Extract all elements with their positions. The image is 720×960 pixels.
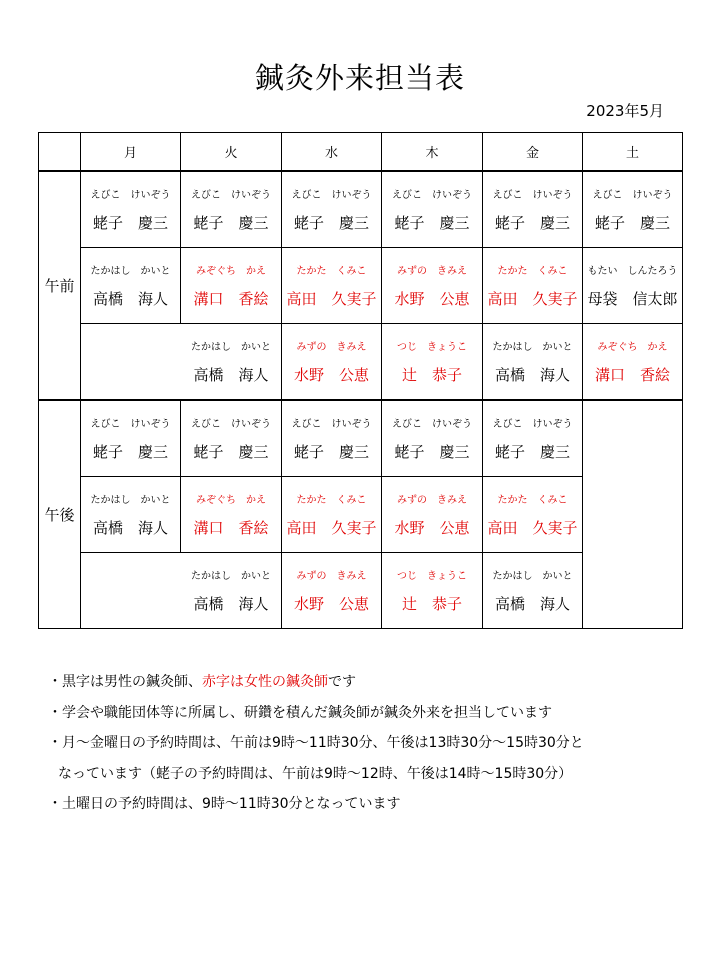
corner-cell	[39, 133, 81, 172]
schedule-month: 2023年5月	[586, 102, 664, 120]
staff-entry	[382, 188, 482, 232]
staff-name: 高橋 海人	[92, 289, 168, 308]
day-header: 火	[181, 133, 282, 172]
staff-cell	[583, 171, 683, 248]
staff-name: 蛯子 慶三	[92, 213, 168, 232]
staff-name: 母袋 信太郎	[587, 289, 678, 308]
staff-cell	[282, 171, 382, 248]
staff-name: 高田 久実子	[286, 289, 377, 308]
note-gender-legend	[48, 672, 584, 703]
saturday-closed-cell	[583, 400, 683, 629]
note-red-text: 赤字は女性の鍼灸師	[202, 674, 328, 690]
day-header: 土	[583, 133, 683, 172]
staff-cell	[181, 400, 282, 477]
staff-furigana: たかはし かいと	[492, 570, 573, 582]
staff-cell	[483, 324, 583, 401]
staff-entry	[282, 340, 381, 384]
staff-entry	[81, 493, 180, 537]
staff-cell	[382, 324, 483, 401]
staff-entry	[382, 493, 482, 537]
staff-entry	[181, 493, 281, 537]
staff-cell	[382, 248, 483, 324]
schedule-table	[38, 132, 683, 629]
staff-cell	[282, 248, 382, 324]
note-saturday-hours: ・土曜日の予約時間は、9時～11時30分となっています	[48, 796, 401, 812]
staff-cell	[181, 477, 282, 553]
staff-furigana: たかはし かいと	[191, 570, 271, 582]
staff-entry	[282, 264, 381, 308]
staff-cell	[181, 248, 282, 324]
staff-name: 蛯子 慶三	[494, 442, 570, 461]
staff-cell	[483, 553, 583, 629]
staff-entry	[81, 264, 180, 308]
staff-furigana: えびこ けいぞう	[191, 418, 271, 430]
staff-entry	[81, 188, 180, 232]
staff-name: 高田 久実子	[487, 289, 578, 308]
staff-entry	[81, 417, 180, 461]
staff-name: 蛯子 慶三	[494, 213, 570, 232]
staff-furigana: えびこ けいぞう	[392, 418, 472, 430]
staff-entry	[382, 417, 482, 461]
page-title: 鍼灸外来担当表	[254, 61, 465, 95]
staff-furigana: たかた くみこ	[296, 265, 367, 277]
staff-furigana: たかはし かいと	[90, 265, 171, 277]
staff-entry	[583, 340, 682, 384]
note-weekday-hours: ・月～金曜日の予約時間は、午前は9時～11時30分、午後は13時30分～15時30分と	[48, 735, 584, 751]
staff-name: 高橋 海人	[92, 518, 168, 537]
staff-cell	[583, 248, 683, 324]
staff-name: 溝口 香絵	[193, 518, 269, 537]
staff-cell	[81, 477, 181, 553]
day-header: 金	[483, 133, 583, 172]
staff-name: 辻 恭子	[401, 365, 462, 384]
note-text: です	[328, 674, 356, 690]
staff-cell	[181, 324, 282, 401]
staff-furigana: えびこ けいぞう	[291, 418, 372, 430]
staff-entry	[282, 569, 381, 613]
period-label: 午前	[39, 171, 81, 400]
staff-name: 水野 公恵	[293, 594, 369, 613]
staff-furigana: みずの きみえ	[296, 570, 367, 582]
note-qualification: ・学会や職能団体等に所属し、研鑽を積んだ鍼灸師が鍼灸外来を担当しています	[48, 704, 552, 721]
staff-cell	[382, 171, 483, 248]
slot-row	[39, 248, 683, 324]
staff-entry	[382, 340, 482, 384]
staff-name: 水野 公恵	[394, 289, 470, 308]
staff-furigana: つじ きょうこ	[397, 570, 467, 582]
staff-name: 蛯子 慶三	[293, 442, 369, 461]
staff-name: 溝口 香絵	[193, 289, 269, 308]
staff-name: 蛯子 慶三	[293, 213, 369, 232]
staff-furigana: つじ きょうこ	[397, 341, 467, 353]
slot-row	[39, 400, 683, 477]
staff-furigana: たかはし かいと	[191, 341, 271, 353]
staff-furigana: たかた くみこ	[497, 265, 568, 277]
staff-cell	[382, 400, 483, 477]
note-text: ・黒字は男性の鍼灸師、	[48, 674, 202, 690]
staff-name: 水野 公恵	[394, 518, 470, 537]
staff-cell	[382, 477, 483, 553]
staff-furigana: みぞぐち かえ	[196, 265, 266, 277]
staff-furigana: えびこ けいぞう	[90, 189, 171, 201]
staff-name: 高橋 海人	[193, 594, 269, 613]
staff-furigana: みずの きみえ	[397, 265, 467, 277]
staff-furigana: えびこ けいぞう	[90, 418, 171, 430]
staff-entry	[282, 417, 381, 461]
staff-cell	[282, 477, 382, 553]
staff-entry	[483, 340, 582, 384]
staff-name: 水野 公恵	[293, 365, 369, 384]
staff-furigana: もたい しんたろう	[587, 265, 678, 277]
staff-furigana: みずの きみえ	[296, 341, 367, 353]
staff-name: 高橋 海人	[193, 365, 269, 384]
staff-entry	[483, 264, 582, 308]
staff-name: 高橋 海人	[494, 365, 570, 384]
staff-name: 蛯子 慶三	[394, 442, 470, 461]
staff-entry	[282, 493, 381, 537]
staff-entry	[382, 569, 482, 613]
staff-entry	[181, 569, 281, 613]
day-header: 木	[382, 133, 483, 172]
staff-furigana: みぞぐち かえ	[196, 494, 266, 506]
staff-cell	[81, 171, 181, 248]
slot-row	[39, 324, 683, 401]
note-weekday-hours-cont: なっています（蛯子の予約時間は、午前は9時～12時、午後は14時～15時30分）	[58, 765, 573, 782]
staff-cell	[181, 553, 282, 629]
staff-cell	[483, 248, 583, 324]
staff-entry	[483, 493, 582, 537]
staff-furigana: たかはし かいと	[492, 341, 573, 353]
period-label: 午後	[39, 400, 81, 629]
staff-furigana: えびこ けいぞう	[492, 418, 573, 430]
staff-cell	[483, 400, 583, 477]
staff-entry	[483, 417, 582, 461]
staff-entry	[583, 188, 682, 232]
staff-name: 蛯子 慶三	[594, 213, 670, 232]
staff-furigana: みぞぐち かえ	[597, 341, 668, 353]
staff-furigana: えびこ けいぞう	[291, 189, 372, 201]
staff-cell	[282, 553, 382, 629]
staff-entry	[181, 417, 281, 461]
staff-cell	[382, 553, 483, 629]
staff-name: 高田 久実子	[286, 518, 377, 537]
staff-furigana: たかた くみこ	[296, 494, 367, 506]
staff-entry	[181, 340, 281, 384]
staff-furigana: みずの きみえ	[397, 494, 467, 506]
header-row	[39, 133, 683, 172]
staff-furigana: えびこ けいぞう	[492, 189, 573, 201]
staff-entry	[282, 188, 381, 232]
staff-cell	[583, 324, 683, 401]
staff-name: 辻 恭子	[401, 594, 462, 613]
empty-cell	[81, 553, 181, 629]
staff-name: 溝口 香絵	[594, 365, 670, 384]
staff-name: 高田 久実子	[487, 518, 578, 537]
staff-name: 蛯子 慶三	[193, 442, 269, 461]
staff-cell	[81, 248, 181, 324]
staff-entry	[583, 264, 682, 308]
staff-cell	[81, 400, 181, 477]
day-header: 水	[282, 133, 382, 172]
staff-cell	[483, 477, 583, 553]
empty-cell	[81, 324, 181, 401]
staff-entry	[483, 188, 582, 232]
staff-name: 蛯子 慶三	[193, 213, 269, 232]
staff-entry	[181, 188, 281, 232]
staff-name: 蛯子 慶三	[394, 213, 470, 232]
staff-name: 蛯子 慶三	[92, 442, 168, 461]
staff-cell	[282, 324, 382, 401]
staff-furigana: たかはし かいと	[90, 494, 171, 506]
staff-cell	[181, 171, 282, 248]
staff-furigana: たかた くみこ	[497, 494, 568, 506]
staff-name: 高橋 海人	[494, 594, 570, 613]
staff-furigana: えびこ けいぞう	[592, 189, 673, 201]
staff-furigana: えびこ けいぞう	[191, 189, 271, 201]
staff-furigana: えびこ けいぞう	[392, 189, 472, 201]
staff-entry	[382, 264, 482, 308]
staff-entry	[483, 569, 582, 613]
staff-cell	[282, 400, 382, 477]
staff-cell	[483, 171, 583, 248]
notes	[48, 672, 584, 825]
day-header: 月	[81, 133, 181, 172]
staff-entry	[181, 264, 281, 308]
slot-row	[39, 171, 683, 248]
